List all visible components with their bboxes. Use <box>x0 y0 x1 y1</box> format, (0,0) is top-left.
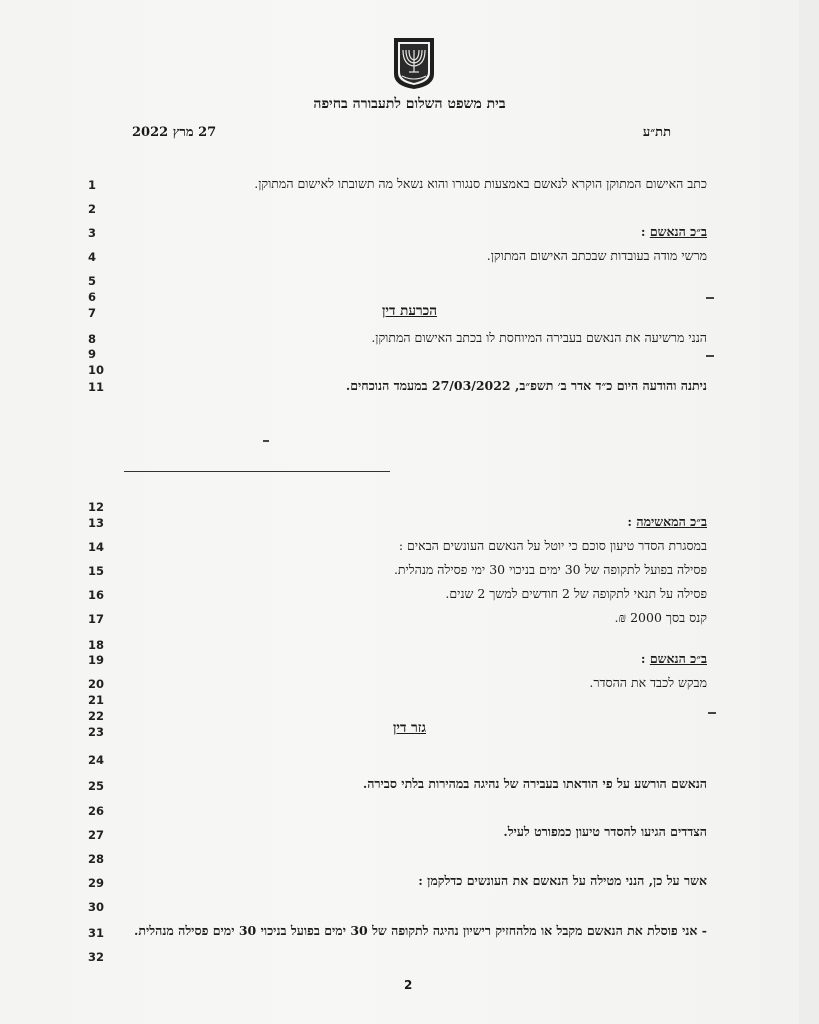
text-line: מרשי מודה בעובדות שבכתב האישום המתוקן. <box>486 248 707 263</box>
text-paragraph: - אני פוסלת את הנאשם מקבל או מלהחזיק רישיון נהיגה לתקופה של 30 ימים בפועל בניכוי 30 ימים פסילה מנהלית. <box>134 923 707 938</box>
text-line: אשר על כן, הנני מטילה על הנאשם את העונשים כדלקמן : <box>418 873 707 888</box>
line-number: 6 <box>88 290 97 304</box>
text-line: הצדדים הגיעו להסדר טיעון כמפורט לעיל. <box>503 824 707 839</box>
line-number: 13 <box>88 516 105 530</box>
line-number: 30 <box>88 900 105 914</box>
line-number: 12 <box>88 500 105 514</box>
heading-label: ב״כ המאשימה <box>636 514 707 529</box>
state-emblem-menorah-icon <box>390 36 438 90</box>
text-line: פסילה על תנאי לתקופה של 2 חודשים למשך 2 שנים. <box>445 586 707 601</box>
line-number: 22 <box>88 709 105 723</box>
dash-mark <box>708 712 716 714</box>
line-number: 26 <box>88 804 105 818</box>
line-number: 10 <box>88 363 105 377</box>
section-heading-defense <box>641 224 707 240</box>
page-number: 2 <box>404 978 413 992</box>
line-number: 28 <box>88 852 105 866</box>
line-number: 19 <box>88 653 105 667</box>
text-line: במסגרת הסדר טיעון סוכם כי יוטל על הנאשם העונשים הבאים : <box>398 538 707 553</box>
line-number: 18 <box>88 638 105 652</box>
dash-mark <box>706 355 714 357</box>
text-line: הנני מרשיעה את הנאשם בעבירה המיוחסת לו בכתב האישום המתוקן. <box>371 330 707 345</box>
line-number: 31 <box>88 926 105 940</box>
line-number: 9 <box>88 347 97 361</box>
line-number: 17 <box>88 612 105 626</box>
document-date: 27 מרץ 2022 <box>132 125 217 140</box>
heading-label: ב״כ הנאשם <box>649 651 707 666</box>
line-number: 24 <box>88 753 105 767</box>
text-line: כתב האישום המתוקן הוקרא לנאשם באמצעות סנגורו והוא נשאל מה תשובתו לאישום המתוקן. <box>254 176 707 191</box>
text-line: הנאשם הורשע על פי הודאתו בעבירה של נהיגה במהירות בלתי סבירה. <box>362 776 707 791</box>
text-line: ניתנה והודעה היום כ״ד אדר ב׳ תשפ״ב, 27/03/2022 במעמד הנוכחים. <box>345 378 707 393</box>
line-number: 3 <box>88 226 97 240</box>
dash-mark <box>706 297 714 299</box>
section-heading-defense-2 <box>641 651 707 667</box>
heading-label: ב״כ הנאשם <box>649 224 707 239</box>
line-number: 20 <box>88 677 105 691</box>
page-edge-shadow <box>799 0 819 1024</box>
heading-sentence: גזר דין <box>392 720 427 736</box>
line-number: 2 <box>88 202 97 216</box>
line-number: 14 <box>88 540 105 554</box>
line-number: 23 <box>88 725 105 739</box>
line-number: 32 <box>88 950 105 964</box>
line-number: 21 <box>88 693 105 707</box>
text-line: קנס בסך 2000 ₪. <box>614 610 707 625</box>
line-number: 5 <box>88 274 97 288</box>
court-name: בית משפט השלום לתעבורה בחיפה <box>313 96 506 112</box>
line-number: 29 <box>88 876 105 890</box>
line-number: 15 <box>88 564 105 578</box>
text-line: פסילה בפועל לתקופה של 30 ימים בניכוי 30 ימי פסילה מנהלית. <box>393 562 707 577</box>
line-number: 16 <box>88 588 105 602</box>
line-number: 7 <box>88 306 97 320</box>
line-number: 25 <box>88 779 105 793</box>
heading-verdict: הכרעת דין <box>381 303 438 319</box>
case-number: תת״ע <box>642 125 671 140</box>
heading-colon: : <box>640 224 646 239</box>
heading-colon: : <box>627 514 633 529</box>
line-number: 1 <box>88 178 97 192</box>
signature-line <box>124 471 390 472</box>
stray-mark <box>263 440 269 442</box>
line-number: 4 <box>88 250 97 264</box>
section-heading-prosecution <box>627 514 707 530</box>
text-line: מבקש לכבד את ההסדר. <box>589 675 707 690</box>
line-number: 11 <box>88 380 105 394</box>
line-number: 8 <box>88 332 97 346</box>
heading-colon: : <box>640 651 646 666</box>
line-number: 27 <box>88 828 105 842</box>
